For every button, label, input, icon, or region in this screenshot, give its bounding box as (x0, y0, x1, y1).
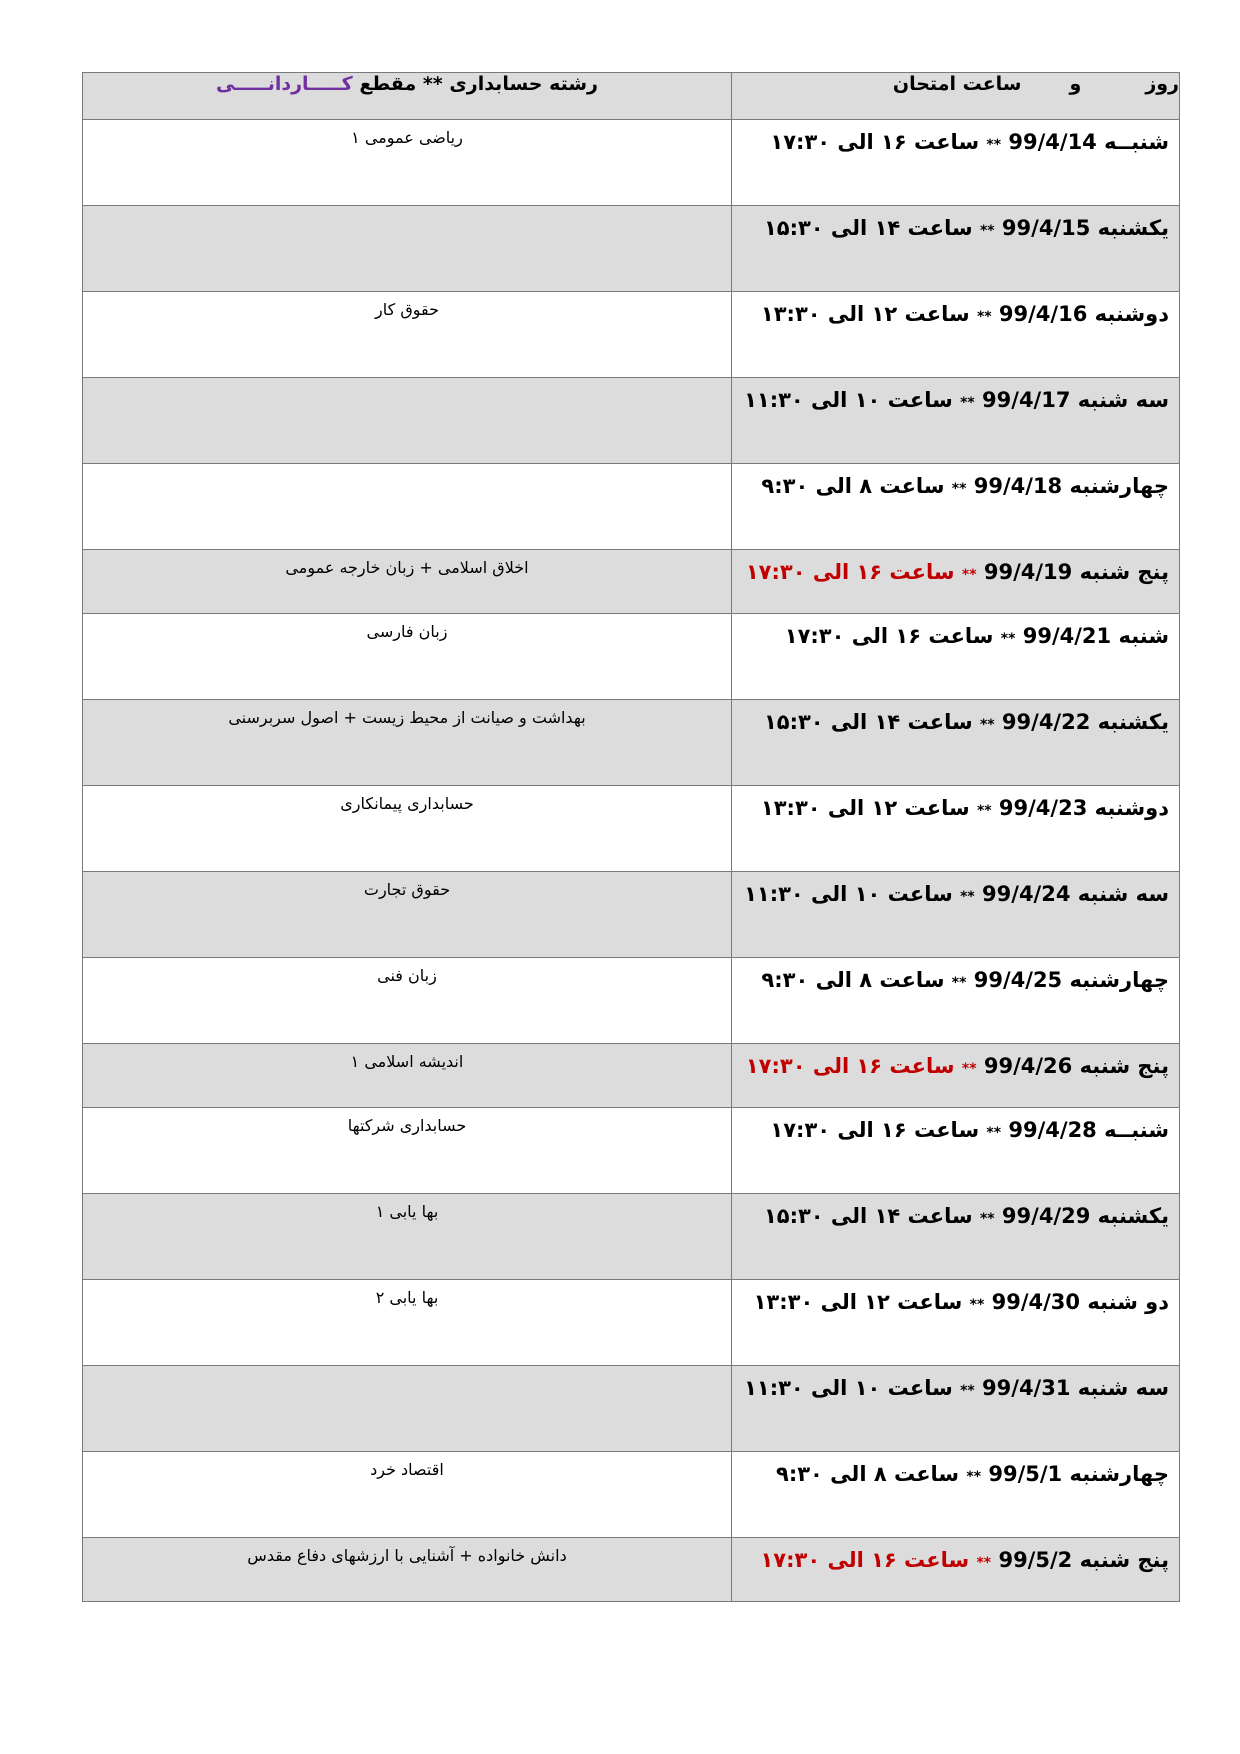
exam-time: ساعت ۸ الی ۹:۳۰ (776, 1462, 960, 1486)
exam-time: ساعت ۸ الی ۹:۳۰ (761, 474, 945, 498)
exam-date: 99/4/19 (983, 560, 1073, 584)
exam-time: ساعت ۱۶ الی ۱۷:۳۰ (745, 1054, 955, 1078)
exam-date: 99/4/24 (982, 882, 1071, 906)
exam-date: 99/4/16 (998, 302, 1088, 326)
day-name: سه شنبه (1077, 1376, 1169, 1400)
day-time-cell (732, 292, 1180, 378)
exam-date: 99/5/1 (988, 1462, 1063, 1486)
schedule-row (83, 700, 1180, 786)
separator: ** (976, 803, 992, 819)
day-name: سه شنبه (1077, 882, 1169, 906)
exam-time: ساعت ۱۲ الی ۱۳:۳۰ (753, 1290, 963, 1314)
course-cell: ریاضی عمومی ۱ (83, 120, 732, 206)
day-time-cell (732, 958, 1180, 1044)
day-time-cell (732, 872, 1180, 958)
exam-date: 99/4/25 (973, 968, 1063, 992)
day-time-cell (732, 464, 1180, 550)
separator: ** (966, 1469, 982, 1485)
exam-time: ساعت ۸ الی ۹:۳۰ (761, 968, 945, 992)
separator: ** (979, 223, 995, 239)
day-name: یکشنبه (1097, 216, 1169, 240)
course-cell: اندیشه اسلامی ۱ (83, 1044, 732, 1108)
separator: ** (951, 975, 967, 991)
header-field-prefix: رشته حسابداری ** مقطع (359, 73, 598, 95)
day-name: شنبه (1118, 624, 1169, 648)
schedule-row (83, 120, 1180, 206)
course-cell: اقتصاد خرد (83, 1452, 732, 1538)
exam-time: ساعت ۱۴ الی ۱۵:۳۰ (763, 216, 973, 240)
schedule-row (83, 614, 1180, 700)
exam-date: 99/4/29 (1001, 1204, 1091, 1228)
header-course (83, 73, 732, 120)
exam-time: ساعت ۱۴ الی ۱۵:۳۰ (763, 1204, 973, 1228)
header-row (83, 73, 1180, 120)
separator: ** (1000, 631, 1016, 647)
course-cell: اخلاق اسلامی + زبان خارجه عمومی (83, 550, 732, 614)
exam-time: ساعت ۱۰ الی ۱۱:۳۰ (744, 882, 953, 906)
day-time-cell (732, 786, 1180, 872)
course-cell: زبان فارسی (83, 614, 732, 700)
header-day-word: روز (1145, 73, 1179, 95)
schedule-row (83, 206, 1180, 292)
course-cell (83, 464, 732, 550)
day-name: چهارشنبه (1069, 1462, 1169, 1486)
day-name: یکشنبه (1097, 1204, 1169, 1228)
exam-date: 99/4/30 (991, 1290, 1080, 1314)
separator: ** (969, 1297, 985, 1313)
exam-date: 99/4/18 (973, 474, 1063, 498)
schedule-row (83, 1280, 1180, 1366)
day-time-cell (732, 700, 1180, 786)
day-time-cell (732, 1538, 1180, 1602)
day-name: پنج شنبه (1079, 1548, 1169, 1572)
day-time-cell (732, 378, 1180, 464)
course-cell (83, 1366, 732, 1452)
exam-time: ساعت ۱۰ الی ۱۱:۳۰ (744, 388, 953, 412)
course-cell: حسابداری پیمانکاری (83, 786, 732, 872)
exam-date: 99/4/26 (983, 1054, 1073, 1078)
course-cell: زبان فنی (83, 958, 732, 1044)
course-cell: بها یابی ۱ (83, 1194, 732, 1280)
schedule-row (83, 786, 1180, 872)
schedule-row (83, 550, 1180, 614)
day-name: دوشنبه (1094, 796, 1169, 820)
exam-date: 99/4/23 (998, 796, 1088, 820)
schedule-row (83, 464, 1180, 550)
course-cell: حقوق کار (83, 292, 732, 378)
day-name: شنبــه (1104, 1118, 1169, 1142)
course-cell: بها یابی ۲ (83, 1280, 732, 1366)
separator: ** (986, 137, 1002, 153)
exam-time: ساعت ۱۲ الی ۱۳:۳۰ (760, 796, 970, 820)
day-name: پنج شنبه (1079, 560, 1169, 584)
separator: ** (960, 889, 975, 905)
exam-time: ساعت ۱۲ الی ۱۳:۳۰ (760, 302, 970, 326)
exam-date: 99/4/31 (982, 1376, 1071, 1400)
exam-date: 99/4/21 (1022, 624, 1112, 648)
header-day-time (732, 73, 1180, 120)
schedule-row (83, 1366, 1180, 1452)
separator: ** (976, 1555, 992, 1571)
course-cell: دانش خانواده + آشنایی با ارزشهای دفاع مقدس (83, 1538, 732, 1602)
schedule-row (83, 1108, 1180, 1194)
exam-time: ساعت ۱۴ الی ۱۵:۳۰ (763, 710, 973, 734)
schedule-row (83, 1194, 1180, 1280)
day-time-cell (732, 1108, 1180, 1194)
separator: ** (986, 1125, 1002, 1141)
separator: ** (961, 567, 977, 583)
separator: ** (960, 395, 975, 411)
exam-date: 99/4/28 (1008, 1118, 1097, 1142)
day-time-cell (732, 1280, 1180, 1366)
schedule-row (83, 872, 1180, 958)
day-time-cell (732, 206, 1180, 292)
exam-time: ساعت ۱۰ الی ۱۱:۳۰ (744, 1376, 953, 1400)
course-cell (83, 378, 732, 464)
exam-time: ساعت ۱۶ الی ۱۷:۳۰ (745, 560, 955, 584)
day-time-cell (732, 1452, 1180, 1538)
schedule-row (83, 958, 1180, 1044)
day-name: چهارشنبه (1069, 968, 1169, 992)
separator: ** (979, 717, 995, 733)
course-cell: حسابداری شرکتها (83, 1108, 732, 1194)
header-and-word: و (1069, 73, 1082, 95)
day-time-cell (732, 1044, 1180, 1108)
exam-time: ساعت ۱۶ الی ۱۷:۳۰ (770, 1118, 980, 1142)
day-name: شنبــه (1104, 130, 1169, 154)
exam-time: ساعت ۱۶ الی ۱۷:۳۰ (770, 130, 980, 154)
separator: ** (979, 1211, 995, 1227)
exam-date: 99/4/14 (1008, 130, 1097, 154)
header-level: کـــــاردانـــــی (216, 73, 353, 95)
day-time-cell (732, 614, 1180, 700)
day-time-cell (732, 550, 1180, 614)
schedule-row (83, 292, 1180, 378)
header-exam-time-word: ساعت امتحان (892, 73, 1022, 95)
exam-date: 99/4/15 (1001, 216, 1091, 240)
day-name: دوشنبه (1094, 302, 1169, 326)
exam-date: 99/4/22 (1001, 710, 1091, 734)
day-name: سه شنبه (1077, 388, 1169, 412)
separator: ** (961, 1061, 977, 1077)
day-time-cell (732, 1366, 1180, 1452)
schedule-body (83, 120, 1180, 1602)
day-time-cell (732, 120, 1180, 206)
schedule-row (83, 1538, 1180, 1602)
exam-schedule-table (82, 72, 1180, 1602)
schedule-row (83, 378, 1180, 464)
exam-time: ساعت ۱۶ الی ۱۷:۳۰ (784, 624, 994, 648)
schedule-row (83, 1452, 1180, 1538)
day-name: پنج شنبه (1079, 1054, 1169, 1078)
separator: ** (960, 1383, 975, 1399)
course-cell (83, 206, 732, 292)
course-cell: حقوق تجارت (83, 872, 732, 958)
separator: ** (951, 481, 967, 497)
day-time-cell (732, 1194, 1180, 1280)
exam-date: 99/4/17 (982, 388, 1071, 412)
day-name: دو شنبه (1087, 1290, 1169, 1314)
schedule-row (83, 1044, 1180, 1108)
exam-date: 99/5/2 (998, 1548, 1073, 1572)
day-name: چهارشنبه (1069, 474, 1169, 498)
day-name: یکشنبه (1097, 710, 1169, 734)
separator: ** (976, 309, 992, 325)
course-cell: بهداشت و صیانت از محیط زیست + اصول سربرسنی (83, 700, 732, 786)
exam-time: ساعت ۱۶ الی ۱۷:۳۰ (760, 1548, 970, 1572)
